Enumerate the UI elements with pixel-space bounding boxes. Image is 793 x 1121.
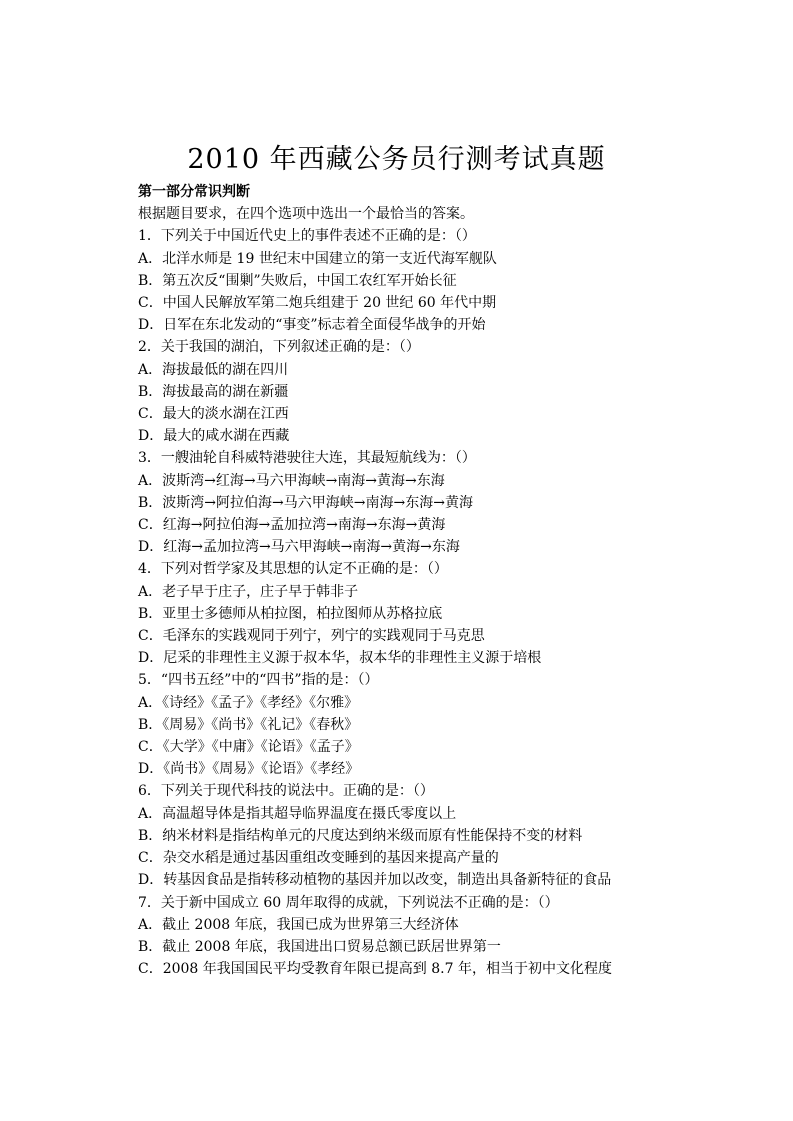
question-stem: 2．关于我国的湖泊，下列叙述正确的是：（） (138, 339, 420, 356)
option-b: B．纳米材料是指结构单元的尺度达到纳米级而原有性能保持不变的材料 (138, 827, 583, 844)
option-c: C．《大学》《中庸》《论语》《孟子》 (138, 739, 359, 756)
question-stem: 7．关于新中国成立 60 周年取得的成就，下列说法不正确的是：（） (138, 894, 559, 911)
option-b: B．亚里士多德师从柏拉图，柏拉图师从苏格拉底 (138, 605, 443, 622)
option-a: A．北洋水师是 19 世纪末中国建立的第一支近代海军舰队 (138, 250, 497, 267)
question-7 (138, 892, 698, 981)
document-title: 2010 年西藏公务员行测考试真题 (187, 144, 606, 175)
question-1 (138, 225, 698, 336)
option-c: C．杂交水稻是通过基因重组改变睡到的基因来提高产量的 (138, 850, 499, 867)
question-6 (138, 780, 698, 891)
option-c: C．2008 年我国国民平均受教育年限已提高到 8.7 年，相当于初中文化程度 (138, 961, 612, 978)
option-b: B．波斯湾→阿拉伯海→马六甲海峡→南海→东海→黄海 (138, 494, 473, 511)
section-instruction: 根据题目要求，在四个选项中选出一个最恰当的答案。 (138, 206, 474, 223)
option-d: D．日军在东北发动的“事变”标志着全面侵华战争的开始 (138, 317, 486, 334)
question-stem: 6．下列关于现代科技的说法中。正确的是：（） (138, 783, 434, 800)
document-body (138, 181, 698, 980)
option-b: B．《周易》《尚书》《礼记》《春秋》 (138, 716, 359, 733)
question-stem: 3．一艘油轮自科威特港驶往大连，其最短航线为：（） (138, 450, 476, 467)
question-4 (138, 558, 698, 669)
option-d: D．红海→孟加拉湾→马六甲海峡→南海→黄海→东海 (138, 539, 460, 556)
option-a: A．截止 2008 年底，我国已成为世界第三大经济体 (138, 916, 459, 933)
option-b: B．截止 2008 年底，我国进出口贸易总额已跃居世界第一 (138, 938, 501, 955)
option-b: B．海拔最高的湖在新疆 (138, 383, 289, 400)
option-d: D．转基因食品是指转移动植物的基因并加以改变，制造出具备新特征的食品 (138, 872, 612, 889)
option-a: A．《诗经》《孟子》《孝经》《尔雅》 (138, 694, 359, 711)
option-c: C．中国人民解放军第二炮兵组建于 20 世纪 60 年代中期 (138, 295, 497, 312)
option-a: A．老子早于庄子，庄子早于韩非子 (138, 583, 359, 600)
option-c: C．毛泽东的实践观同于列宁，列宁的实践观同于马克思 (138, 628, 485, 645)
option-b: B．第五次反“围剿”失败后，中国工农红军开始长征 (138, 272, 457, 289)
option-a: A．波斯湾→红海→马六甲海峡→南海→黄海→东海 (138, 472, 445, 489)
question-5 (138, 669, 698, 780)
question-stem: 5．“四书五经”中的“四书”指的是：（） (138, 672, 379, 689)
option-c: C．红海→阿拉伯海→孟加拉湾→南海→东海→黄海 (138, 517, 446, 534)
question-stem: 1．下列关于中国近代史上的事件表述不正确的是：（） (138, 228, 476, 245)
option-d: D．尼采的非理性主义源于叔本华，叔本华的非理性主义源于培根 (138, 650, 542, 667)
option-a: A．海拔最低的湖在四川 (138, 361, 289, 378)
option-c: C．最大的淡水湖在江西 (138, 406, 289, 423)
section-heading: 第一部分常识判断 (138, 184, 250, 200)
question-list (138, 225, 698, 980)
option-d: D．《尚书》《周易》《论语》《孝经》 (138, 761, 360, 778)
option-a: A．高温超导体是指其超导临界温度在摄氏零度以上 (138, 805, 457, 822)
question-2 (138, 336, 698, 447)
question-3 (138, 447, 698, 558)
question-stem: 4．下列对哲学家及其思想的认定不正确的是：（） (138, 561, 448, 578)
option-d: D．最大的咸水湖在西藏 (138, 428, 290, 445)
